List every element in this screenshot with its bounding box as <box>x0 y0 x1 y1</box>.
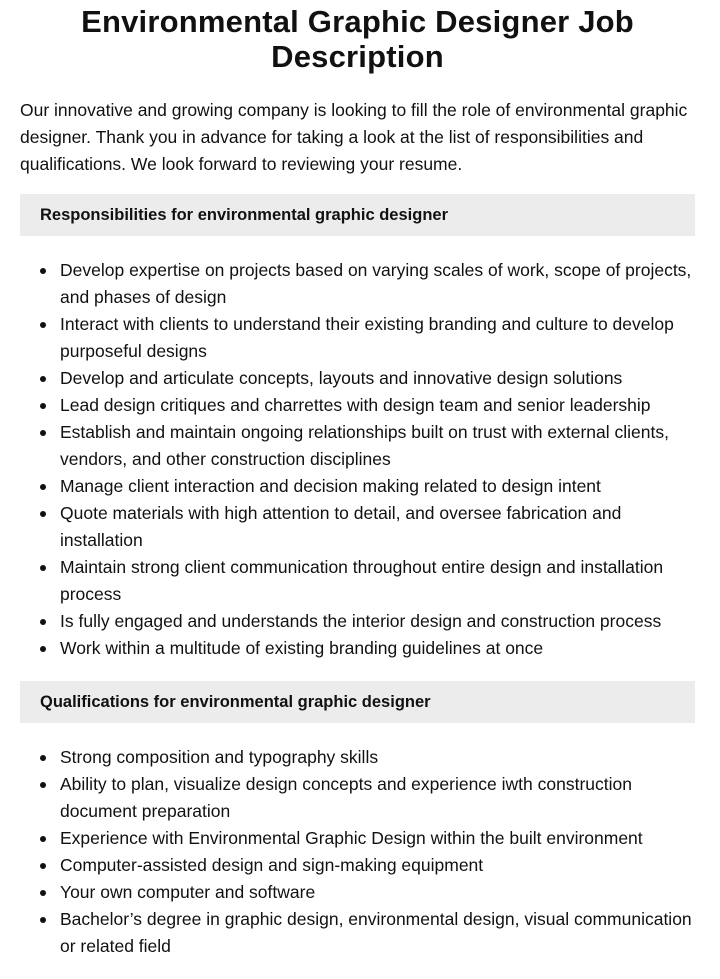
bullet-icon <box>40 917 46 923</box>
bullet-icon <box>40 755 46 761</box>
bullet-icon <box>40 403 46 409</box>
qualifications-list <box>20 744 695 960</box>
bullet-icon <box>40 511 46 517</box>
list-item <box>20 554 695 608</box>
list-item-text: Computer-assisted design and sign-making equipment <box>60 855 484 875</box>
list-item-text: Develop and articulate concepts, layouts and innovative design solutions <box>60 368 623 388</box>
list-item-text: Work within a multitude of existing branding guidelines at once <box>60 638 544 658</box>
list-item-text: Experience with Environmental Graphic Design within the built environment <box>60 828 643 848</box>
list-item-text: Interact with clients to understand their existing branding and culture to develop purposeful designs <box>60 314 674 361</box>
list-item-text: Establish and maintain ongoing relationships built on trust with external clients, vendors, and other construction disciplines <box>60 422 669 469</box>
list-item <box>20 608 695 635</box>
list-item-text: Is fully engaged and understands the interior design and construction process <box>60 611 662 631</box>
list-item <box>20 852 695 879</box>
bullet-icon <box>40 646 46 652</box>
bullet-icon <box>40 619 46 625</box>
list-item-text: Strong composition and typography skills <box>60 747 379 767</box>
intro-paragraph: Our innovative and growing company is looking to fill the role of environmental graphic designer. Thank you in advance for taking a look at the list of responsibilities and qualifications. We look forward to reviewing your resume. <box>20 100 688 174</box>
list-item <box>20 365 695 392</box>
bullet-icon <box>40 322 46 328</box>
list-item <box>20 473 695 500</box>
list-item <box>20 906 695 960</box>
bullet-icon <box>40 376 46 382</box>
list-item-text: Develop expertise on projects based on varying scales of work, scope of projects, and phases of design <box>60 260 692 307</box>
list-item-text: Quote materials with high attention to detail, and oversee fabrication and installation <box>60 503 622 550</box>
bullet-icon <box>40 268 46 274</box>
bullet-icon <box>40 430 46 436</box>
list-item <box>20 419 695 473</box>
responsibilities-list <box>20 257 695 662</box>
list-item <box>20 825 695 852</box>
list-item-text: Bachelor’s degree in graphic design, environmental design, visual communication or related field <box>60 909 692 956</box>
page-title: Environmental Graphic Designer Job Description <box>81 4 634 74</box>
list-item-text: Lead design critiques and charrettes with design team and senior leadership <box>60 395 651 415</box>
list-item <box>20 311 695 365</box>
list-item <box>20 635 695 662</box>
list-item <box>20 392 695 419</box>
bullet-icon <box>40 565 46 571</box>
list-item <box>20 257 695 311</box>
list-item <box>20 771 695 825</box>
list-item-text: Manage client interaction and decision making related to design intent <box>60 476 601 496</box>
list-item-text: Your own computer and software <box>60 882 316 902</box>
qualifications-heading: Qualifications for environmental graphic designer <box>20 681 695 723</box>
responsibilities-heading: Responsibilities for environmental graphic designer <box>20 194 695 236</box>
list-item <box>20 500 695 554</box>
bullet-icon <box>40 484 46 490</box>
list-item-text: Ability to plan, visualize design concepts and experience iwth construction document preparation <box>60 774 632 821</box>
bullet-icon <box>40 836 46 842</box>
bullet-icon <box>40 782 46 788</box>
list-item-text: Maintain strong client communication throughout entire design and installation process <box>60 557 664 604</box>
list-item <box>20 744 695 771</box>
bullet-icon <box>40 890 46 896</box>
bullet-icon <box>40 863 46 869</box>
list-item <box>20 879 695 906</box>
